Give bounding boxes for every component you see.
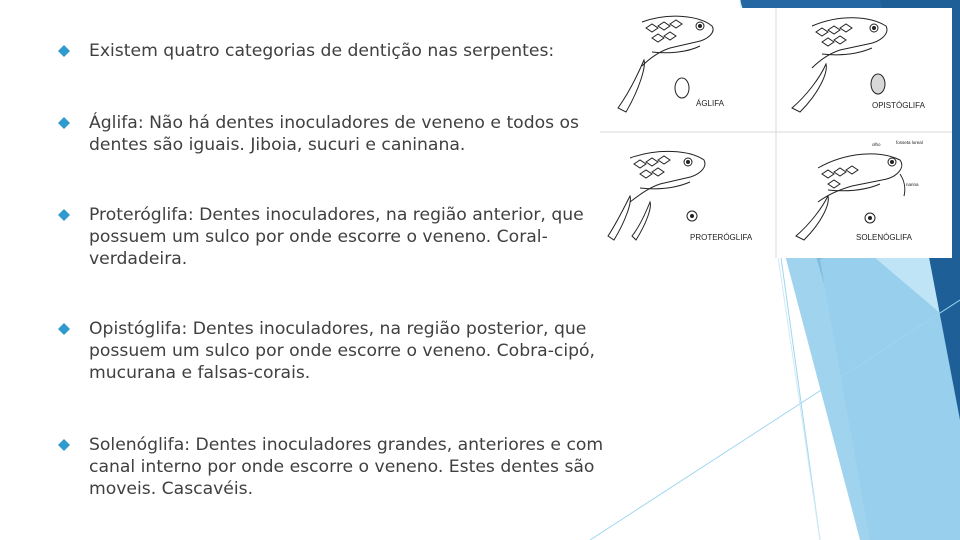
label-opistoglifa: OPISTÓGLIFA — [872, 101, 925, 110]
annotation-narina: narina — [906, 182, 919, 187]
bullet-body: : Dentes inoculadores, na região anterior, que possuem um sulco por onde escorre o veneno. Coral-verdadeira. — [89, 205, 584, 269]
list-item — [58, 318, 630, 384]
list-item — [58, 112, 630, 156]
bullet-text — [89, 318, 630, 384]
list-item — [58, 204, 630, 270]
annotation-olho: olho — [872, 142, 881, 147]
diamond-bullet-icon — [58, 323, 70, 335]
bullet-text — [89, 40, 554, 62]
label-solenoglifa: SOLENÓGLIFA — [856, 233, 913, 242]
bullet-text — [89, 434, 630, 500]
snake-dentition-figure — [600, 8, 952, 258]
bullet-text — [89, 204, 630, 270]
list-item — [58, 40, 630, 62]
diamond-bullet-icon — [58, 117, 70, 129]
bullet-term: Solenóglifa — [89, 435, 185, 455]
bullet-body: : Dentes inoculadores, na região posterior, que possuem um sulco por onde escorre o veneno. Cobra-cipó, mucurana e falsas-corais. — [89, 319, 596, 383]
bullet-body: : Dentes inoculadores grandes, anteriores e com canal interno por onde escorre o veneno. Estes dentes são moveis. Cascavéis. — [89, 435, 604, 499]
bullet-term: Áglifa — [89, 113, 138, 133]
label-aglifa: ÁGLIFA — [696, 99, 725, 108]
bullet-body: Existem quatro categorias de dentição nas serpentes: — [89, 41, 555, 61]
annotation-fosseta-loreal: fosseta loreal — [896, 140, 923, 145]
bullet-text — [89, 112, 630, 156]
label-proteroglifa: PROTERÓGLIFA — [690, 233, 753, 242]
diamond-bullet-icon — [58, 439, 70, 451]
bullet-term: Opistóglifa — [89, 319, 182, 339]
bullet-body: : Não há dentes inoculadores de veneno e todos os dentes são iguais. Jiboia, sucuri e caninana. — [89, 113, 580, 155]
bullet-term: Proteróglifa — [89, 205, 188, 225]
diamond-bullet-icon — [58, 45, 70, 57]
list-item — [58, 434, 630, 500]
diamond-bullet-icon — [58, 209, 70, 221]
